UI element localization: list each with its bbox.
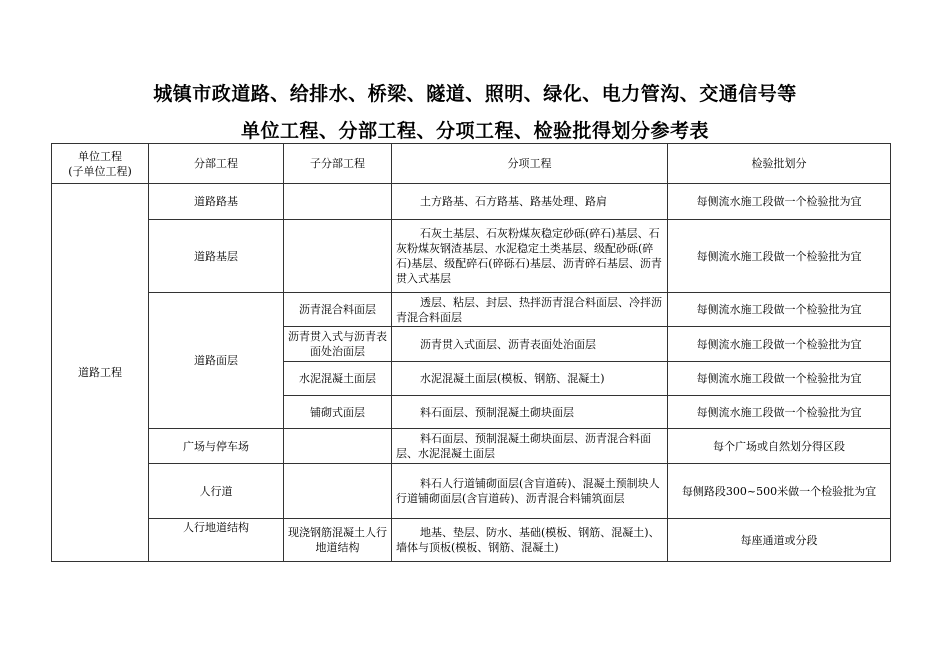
table-row [52, 220, 891, 293]
division-cell: 广场与停车场 [149, 429, 284, 464]
division-cell: 道路面层 [149, 293, 284, 429]
header-unit [52, 144, 149, 184]
item-cell: 料石面层、预制混凝土砌块面层 [392, 396, 668, 429]
table-row [52, 464, 891, 519]
header-unit-label: 单位工程 [78, 149, 122, 163]
item-cell: 透层、粘层、封层、热拌沥青混合料面层、冷拌沥青混合料面层 [392, 293, 668, 327]
item-cell: 料石人行道铺砌面层(含盲道砖)、混凝土预制块人行道铺砌面层(含盲道砖)、沥青混合料铺筑面层 [392, 464, 668, 519]
subdivision-cell [284, 464, 392, 519]
item-cell: 料石面层、预制混凝土砌块面层、沥青混合料面层、水泥混凝土面层 [392, 429, 668, 464]
batch-cell: 每侧流水施工段做一个检验批为宜 [668, 396, 891, 429]
item-cell: 石灰土基层、石灰粉煤灰稳定砂砾(碎石)基层、石灰粉煤灰钢渣基层、水泥稳定土类基层、级配砂砾(碎石)基层、级配碎石(碎砾石)基层、沥青碎石基层、沥青贯入式基层 [392, 220, 668, 293]
subdivision-cell: 现浇钢筋混凝土人行地道结构 [284, 519, 392, 562]
header-item: 分项工程 [392, 144, 668, 184]
table-header-row [52, 144, 891, 184]
subdivision-cell [284, 220, 392, 293]
table-row [52, 519, 891, 562]
table-row [52, 429, 891, 464]
table-row [52, 293, 891, 327]
division-cell: 人行地道结构 [149, 519, 284, 562]
subdivision-cell: 水泥混凝土面层 [284, 362, 392, 396]
division-cell: 道路路基 [149, 184, 284, 220]
table-row [52, 184, 891, 220]
item-cell: 沥青贯入式面层、沥青表面处治面层 [392, 327, 668, 362]
item-cell: 土方路基、石方路基、路基处理、路肩 [392, 184, 668, 220]
subdivision-cell: 沥青贯入式与沥青表面处治面层 [284, 327, 392, 362]
page-title-line-2: 单位工程、分部工程、分项工程、检验批得划分参考表 [240, 120, 709, 142]
batch-cell: 每侧流水施工段做一个检验批为宜 [668, 362, 891, 396]
page-title-line-1: 城镇市政道路、给排水、桥梁、隧道、照明、绿化、电力管沟、交通信号等 [153, 83, 797, 105]
division-cell: 道路基层 [149, 220, 284, 293]
subdivision-cell: 沥青混合料面层 [284, 293, 392, 327]
subdivision-cell [284, 184, 392, 220]
division-cell: 人行道 [149, 464, 284, 519]
batch-cell: 每侧路段300~500米做一个检验批为宜 [668, 464, 891, 519]
header-unit-sub-label: (子单位工程) [68, 164, 132, 178]
subdivision-cell: 铺砌式面层 [284, 396, 392, 429]
batch-cell: 每侧流水施工段做一个检验批为宜 [668, 327, 891, 362]
unit-cell: 道路工程 [52, 184, 149, 562]
batch-cell: 每座通道或分段 [668, 519, 891, 562]
subdivision-cell [284, 429, 392, 464]
item-cell: 地基、垫层、防水、基础(模板、钢筋、混凝土)、墙体与顶板(模板、钢筋、混凝土) [392, 519, 668, 562]
header-subdivision: 子分部工程 [284, 144, 392, 184]
header-division: 分部工程 [149, 144, 284, 184]
batch-cell: 每侧流水施工段做一个检验批为宜 [668, 293, 891, 327]
division-reference-table [51, 143, 891, 562]
batch-cell: 每侧流水施工段做一个检验批为宜 [668, 220, 891, 293]
batch-cell: 每个广场或自然划分得区段 [668, 429, 891, 464]
item-cell: 水泥混凝土面层(模板、钢筋、混凝土) [392, 362, 668, 396]
header-batch: 检验批划分 [668, 144, 891, 184]
batch-cell: 每侧流水施工段做一个检验批为宜 [668, 184, 891, 220]
